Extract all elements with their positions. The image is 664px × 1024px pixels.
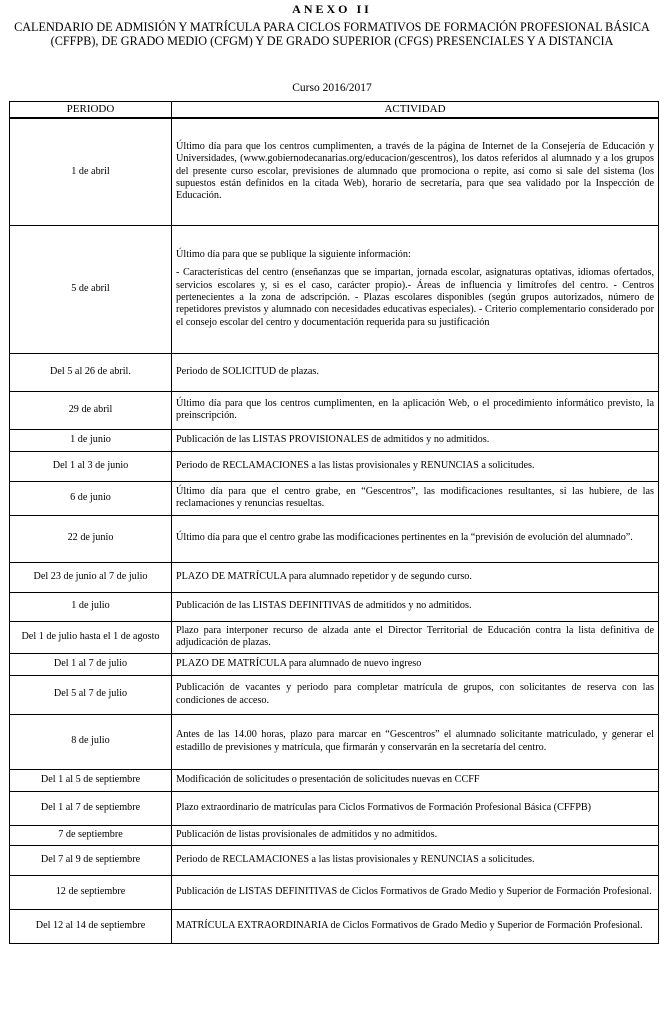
table-row: [10, 791, 659, 825]
column-header-periodo: PERIODO: [10, 102, 172, 119]
table-header-row: [10, 102, 659, 119]
periodo-cell: Del 1 al 7 de julio: [10, 653, 172, 675]
periodo-cell: 12 de septiembre: [10, 875, 172, 909]
document-title: CALENDARIO DE ADMISIÓN Y MATRÍCULA PARA CICLOS FORMATIVOS DE FORMACIÓN PROFESIONAL BÁSICA (CFFPB), DE GRADO MEDIO (CFGM) Y DE GRADO SUPERIOR (CFGS) PRESENCIALES Y A DISTANCIA: [14, 20, 650, 48]
actividad-text: Último día para que el centro grabe las modificaciones pertinentes en la “previsión de evolución del alumnado”.: [176, 532, 633, 544]
actividad-cell: [172, 875, 659, 909]
periodo-cell: 8 de julio: [10, 714, 172, 769]
periodo-cell: Del 23 de junio al 7 de julio: [10, 562, 172, 592]
table-row: [10, 845, 659, 875]
actividad-cell: [172, 791, 659, 825]
actividad-text: Modificación de solicitudes o presentación de solicitudes nuevas en CCFF: [176, 773, 480, 785]
actividad-text: Último día para que los centros cumplimenten, a través de la página de Internet de la Consejería de Educación y Universidades, (www.gobiernodecanarias.org/educacion/gescentros), los datos referidos al alumnado y a los grupos del presente curso escolar, previsiones de alumnado que promociona o repite, así como si sale del sistema (los supuestos están definidos en la citada Web), horario de secretaría, para que sea validado por la Inspección de Educación.: [176, 141, 654, 202]
periodo-cell: Del 1 al 3 de junio: [10, 451, 172, 481]
periodo-cell: Del 7 al 9 de septiembre: [10, 845, 172, 875]
actividad-cell: [172, 562, 659, 592]
periodo-cell: 22 de junio: [10, 515, 172, 562]
periodo-cell: Del 5 al 26 de abril.: [10, 353, 172, 391]
table-body: [10, 118, 659, 943]
periodo-cell: Del 12 al 14 de septiembre: [10, 909, 172, 943]
actividad-cell: [172, 675, 659, 714]
actividad-text: Plazo extraordinario de matrículas para Ciclos Formativos de Formación Profesional Básica (CFFPB): [176, 801, 592, 813]
actividad-text: Periodo de SOLICITUD de plazas.: [176, 365, 319, 377]
periodo-cell: 7 de septiembre: [10, 825, 172, 845]
actividad-cell: [172, 118, 659, 225]
actividad-cell: [172, 845, 659, 875]
actividad-cell: [172, 653, 659, 675]
actividad-text: Publicación de vacantes y periodo para completar matrícula de grupos, con solicitantes de reserva con las condiciones de acceso.: [176, 682, 654, 706]
periodo-cell: 5 de abril: [10, 225, 172, 353]
actividad-text: Último día para que se publique la siguiente información:: [176, 249, 411, 261]
actividad-text: Publicación de listas provisionales de admitidos y no admitidos.: [176, 828, 438, 840]
actividad-text: PLAZO DE MATRÍCULA para alumnado de nuevo ingreso: [176, 657, 422, 669]
table-row: [10, 909, 659, 943]
actividad-cell: [172, 909, 659, 943]
actividad-text: - Características del centro (enseñanzas que se impartan, jornada escolar, asignaturas optativas, idiomas ofertados, servicios escolares y, si es el caso, carácter propio).- Áreas de influencia y limítrofes del centro. - Centros pertenecientes a la zona de adscripción. - Plazas escolares disponibles (según grupos autorizados, número de repetidores previstos y alumnado con necesidades educativas especiales). - Criterio complementario considerado por el consejo escolar del centro y documentación requerida para su justificación: [176, 267, 654, 328]
actividad-cell: [172, 481, 659, 515]
periodo-cell: 6 de junio: [10, 481, 172, 515]
table-row: [10, 515, 659, 562]
table-row: [10, 675, 659, 714]
table-row: [10, 653, 659, 675]
table-row: [10, 825, 659, 845]
periodo-cell: 1 de julio: [10, 592, 172, 621]
table-row: [10, 451, 659, 481]
actividad-text: Último día para que los centros cumplimenten, en la aplicación Web, o el procedimiento informático previsto, la preinscripción.: [176, 397, 654, 421]
actividad-text: MATRÍCULA EXTRAORDINARIA de Ciclos Formativos de Grado Medio y Superior de Formación Profesional.: [176, 919, 643, 931]
actividad-cell: [172, 769, 659, 791]
table-row: [10, 875, 659, 909]
periodo-cell: Del 5 al 7 de julio: [10, 675, 172, 714]
periodo-cell: Del 1 al 5 de septiembre: [10, 769, 172, 791]
table-row: [10, 769, 659, 791]
actividad-text: Periodo de RECLAMACIONES a las listas provisionales y RENUNCIAS a solicitudes.: [176, 853, 535, 865]
table-row: [10, 225, 659, 353]
actividad-text: PLAZO DE MATRÍCULA para alumnado repetidor y de segundo curso.: [176, 570, 472, 582]
actividad-text: Último día para que el centro grabe, en “Gescentros”, las modificaciones resultantes, si las hubiere, de las reclamaciones y renuncias resueltas.: [176, 485, 654, 509]
actividad-text: Plazo para interponer recurso de alzada ante el Director Territorial de Educación contra la lista definitiva de adjudicación de plazas.: [176, 624, 654, 648]
actividad-cell: [172, 391, 659, 429]
actividad-cell: [172, 451, 659, 481]
actividad-cell: [172, 825, 659, 845]
calendar-table: [9, 101, 659, 944]
table-row: [10, 429, 659, 451]
table-row: [10, 621, 659, 653]
table-row: [10, 353, 659, 391]
actividad-cell: [172, 225, 659, 353]
actividad-text: Antes de las 14.00 horas, plazo para marcar en “Gescentros” el alumnado solicitante matriculado, y generar el estadillo de previsiones y matrícula, que firmarán y conservarán en la secretaría del centro.: [176, 729, 654, 753]
periodo-cell: 1 de junio: [10, 429, 172, 451]
annex-heading: ANEXO II: [292, 2, 372, 16]
school-year: Curso 2016/2017: [292, 82, 372, 94]
periodo-cell: Del 1 al 7 de septiembre: [10, 791, 172, 825]
table-row: [10, 481, 659, 515]
periodo-cell: 29 de abril: [10, 391, 172, 429]
column-header-actividad: ACTIVIDAD: [172, 102, 659, 119]
periodo-cell: Del 1 de julio hasta el 1 de agosto: [10, 621, 172, 653]
table-row: [10, 118, 659, 225]
periodo-cell: 1 de abril: [10, 118, 172, 225]
actividad-text: Publicación de LISTAS DEFINITIVAS de Ciclos Formativos de Grado Medio y Superior de Formación Profesional.: [176, 885, 652, 897]
table-row: [10, 391, 659, 429]
actividad-cell: [172, 515, 659, 562]
actividad-cell: [172, 429, 659, 451]
actividad-cell: [172, 592, 659, 621]
actividad-cell: [172, 714, 659, 769]
actividad-cell: [172, 621, 659, 653]
actividad-cell: [172, 353, 659, 391]
actividad-text: Periodo de RECLAMACIONES a las listas provisionales y RENUNCIAS a solicitudes.: [176, 459, 535, 471]
actividad-text: Publicación de las LISTAS DEFINITIVAS de admitidos y no admitidos.: [176, 600, 472, 612]
actividad-text: Publicación de las LISTAS PROVISIONALES de admitidos y no admitidos.: [176, 433, 490, 445]
table-row: [10, 562, 659, 592]
table-row: [10, 592, 659, 621]
table-row: [10, 714, 659, 769]
